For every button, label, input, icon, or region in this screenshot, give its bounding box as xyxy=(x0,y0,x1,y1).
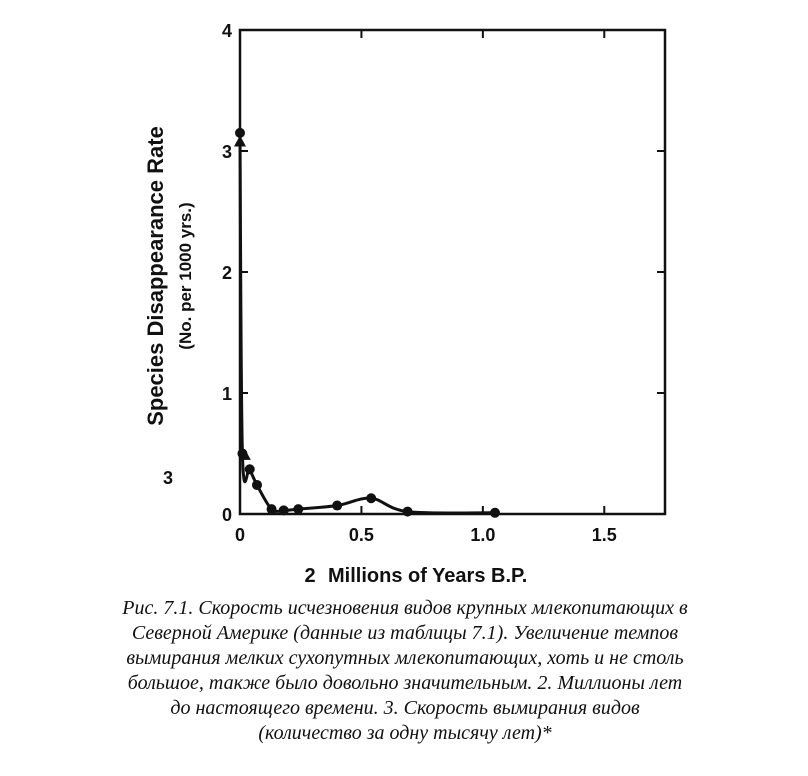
x-tick-label: 0.5 xyxy=(348,525,374,545)
y-axis-label: Species Disappearance Rate xyxy=(143,126,168,426)
y-tick-label: 2 xyxy=(221,263,232,283)
x-tick-label: 0 xyxy=(234,525,246,545)
caption-line: до настоящего времени. 3. Скорость вымирания видов xyxy=(170,697,640,719)
caption-line: большое, также было довольно значительным. 2. Миллионы лет xyxy=(127,672,683,694)
plot-frame xyxy=(240,30,665,514)
caption-line: Северной Америке (данные из таблицы 7.1). Увеличение темпов xyxy=(131,622,679,644)
caption-line: Рис. 7.1. Скорость исчезновения видов крупных млекопитающих в xyxy=(122,597,688,619)
data-series xyxy=(234,128,500,518)
y-tick-label: 3 xyxy=(221,142,232,162)
triangle-point xyxy=(234,136,246,147)
plot-area-border xyxy=(240,30,665,514)
x-tick-label: 1.5 xyxy=(591,525,617,545)
extinction-rate-line xyxy=(240,133,495,513)
caption-line: вымирания мелких сухопутных млекопитающих, хоть и не столь xyxy=(126,647,684,669)
y-tick-label: 4 xyxy=(221,21,232,41)
data-point xyxy=(245,464,255,474)
y-tick-label: 1 xyxy=(221,384,232,404)
data-point xyxy=(332,501,342,511)
data-point xyxy=(267,504,277,514)
y-tick-label: 0 xyxy=(221,505,232,525)
x-axis-marker: 2 xyxy=(304,565,316,587)
y-axis-sublabel: (No. per 1000 yrs.) xyxy=(176,202,195,350)
figure-caption xyxy=(10,596,800,746)
data-point xyxy=(293,504,303,514)
y-axis-marker: 3 xyxy=(162,468,174,488)
axis-ticks xyxy=(222,21,665,545)
data-point xyxy=(252,480,262,490)
x-tick-label: 1.0 xyxy=(470,525,496,545)
data-point xyxy=(279,505,289,515)
data-point xyxy=(490,508,500,518)
data-point xyxy=(403,507,413,517)
caption-line: (количество за одну тысячу лет)* xyxy=(258,722,552,744)
data-point xyxy=(366,493,376,503)
x-axis-label: Millions of Years B.P. xyxy=(328,565,528,587)
